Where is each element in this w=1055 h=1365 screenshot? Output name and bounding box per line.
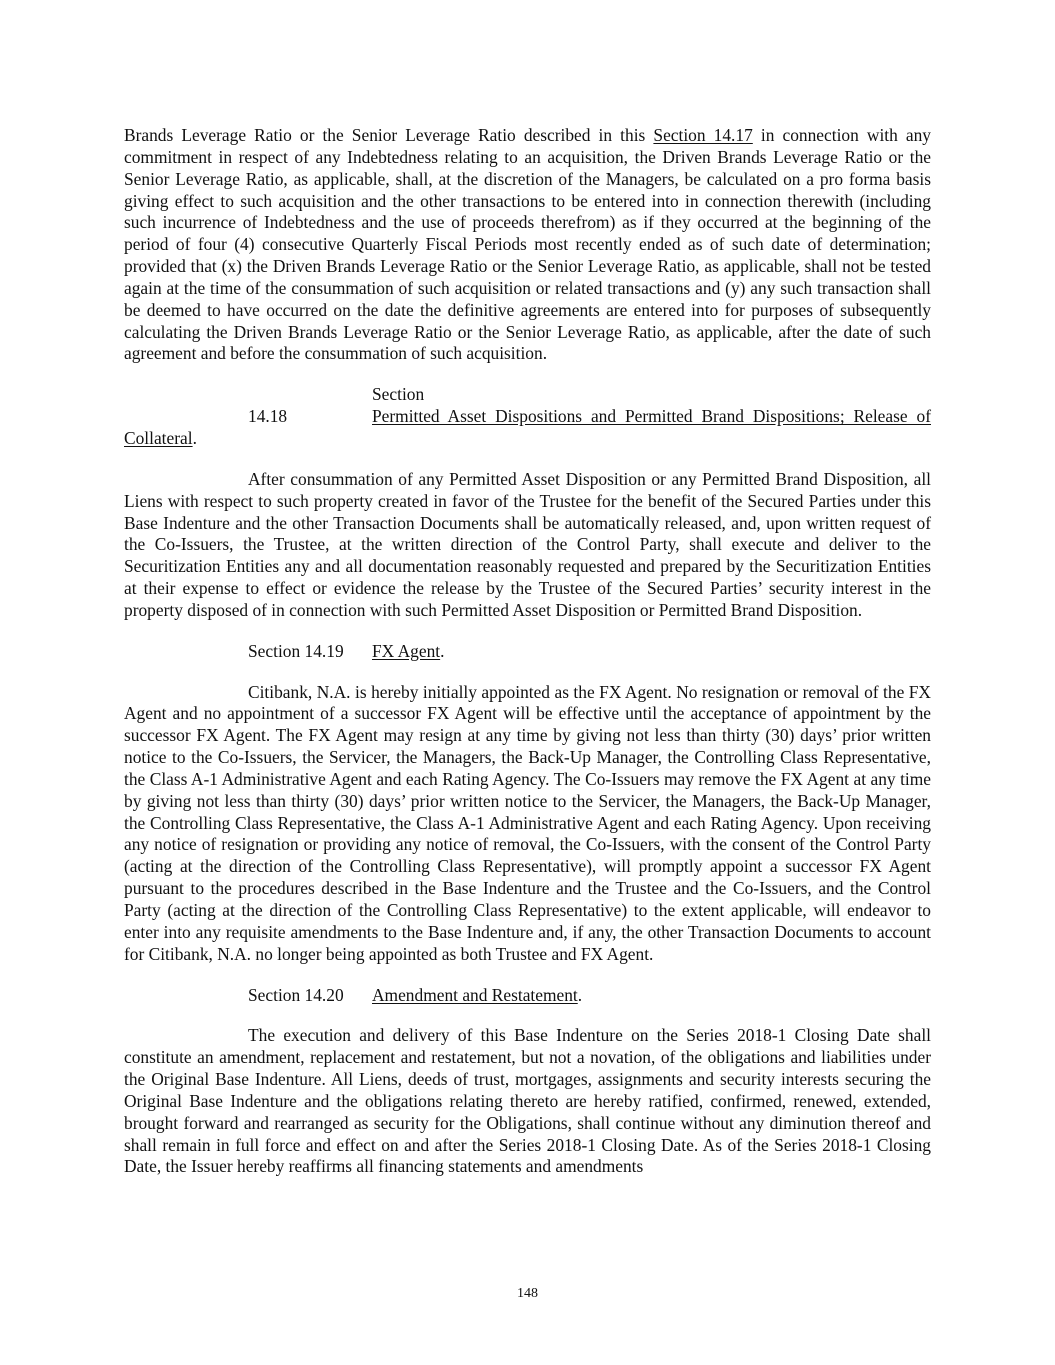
section-heading-14-20 xyxy=(124,985,931,1007)
section-body-14-19: Citibank, N.A. is hereby initially appointed as the FX Agent. No resignation or removal of the FX Agent and no appointment of a successor FX Agent will be effective until the acceptance of appointment by the successor FX Agent. The FX Agent may resign at any time by giving not less than thirty (30) days’ prior written notice to the Co-Issuers, the Servicer, the Managers, the Back-Up Manager, the Controlling Class Representative, the Class A-1 Administrative Agent and each Rating Agency. The Co-Issuers may remove the FX Agent at any time by giving not less than thirty (30) days’ prior written notice to the Servicer, the Managers, the Back-Up Manager, the Controlling Class Representative, the Class A-1 Administrative Agent and each Rating Agency. Upon receiving any notice of resignation or providing any notice of removal, the Co-Issuers, with the consent of the Control Party (acting at the direction of the Controlling Class Representative), will promptly appoint a successor FX Agent pursuant to the procedures described in the Base Indenture and the Trustee and the Co-Issuers, and the Control Party (acting at the direction of the Controlling Class Representative) to the extent applicable, will endeavor to enter into any requisite amendments to the Base Indenture and, if any, the other Transaction Documents to account for Citibank, N.A. no longer being appointed as both Trustee and FX Agent. xyxy=(124,681,931,964)
section-title: Permitted Asset Dispositions and Permitted Brand Dispositions; Release of Collateral xyxy=(124,406,931,448)
paragraph-text: in connection with any commitment in respect of any Indebtedness relating to an acquisition, the Driven Brands Leverage Ratio or the Senior Leverage Ratio, as applicable, shall, at the discretion of the Managers, be calculated on a pro forma basis giving effect to such acquisition and the other transactions to be entered into in connection therewith (including such incurrence of Indebtedness and the use of proceeds therefrom) as if they occurred at the beginning of the period of four (4) consecutive Quarterly Fiscal Periods most recently ended as of such date of determination; provided that (x) the Driven Brands Leverage Ratio or the Senior Leverage Ratio, as applicable, shall not be tested again at the time of the consummation of such acquisition or related transactions and (y) any such transaction shall be deemed to have occurred on the date the definitive agreements are entered into for purposes of subsequently calculating the Driven Brands Leverage Ratio or the Senior Leverage Ratio, as applicable, after the date of such agreement and before the consummation of such acquisition. xyxy=(124,125,932,364)
section-number: Section 14.19 xyxy=(248,640,344,661)
section-body-14-18: After consummation of any Permitted Asset Disposition or any Permitted Brand Disposition, all Liens with respect to such property created in favor of the Trustee for the benefit of the Secured Parties under this Base Indenture and the other Transaction Documents shall be automatically released, and, upon written request of the Co-Issuers, the Trustee, at the written direction of the Control Party, shall execute and deliver to the Securitization Entities any and all documentation reasonably requested and prepared by the Securitization Entities at their expense to effect or evidence the release by the Trustee of the Secured Parties’ security interest in the property disposed of in connection with such Permitted Asset Disposition or Permitted Brand Disposition. xyxy=(124,468,931,620)
section-title: Amendment and Restatement xyxy=(372,984,578,1005)
paragraph-text: Brands Leverage Ratio or the Senior Leverage Ratio described in this xyxy=(124,125,654,145)
section-title: FX Agent xyxy=(372,640,441,661)
section-number: Section 14.20 xyxy=(248,984,344,1005)
section-title-period: . xyxy=(192,427,197,448)
section-heading-14-19 xyxy=(124,641,931,663)
section-title-period: . xyxy=(440,640,445,661)
section-heading-14-18 xyxy=(124,384,931,450)
section-title-period: . xyxy=(577,984,583,1005)
section-number: Section 14.18 xyxy=(248,384,425,427)
section-reference: Section 14.17 xyxy=(653,125,753,145)
page-number: 148 xyxy=(517,1286,538,1301)
paragraph-leverage-ratio xyxy=(124,125,931,365)
section-body-14-20: The execution and delivery of this Base Indenture on the Series 2018-1 Closing Date shall constitute an amendment, replacement and restatement, but not a novation, of the obligations and liabilities under the Original Base Indenture. All Liens, deeds of trust, mortgages, assignments and security interests securing the Original Base Indenture and the obligations relating thereto are hereby ratified, confirmed, renewed, extended, brought forward and rearranged as security for the Obligations, shall continue without any diminution thereof and shall remain in full force and effect on and after the Series 2018-1 Closing Date. As of the Series 2018-1 Closing Date, the Issuer hereby reaffirms all financing statements and amendments xyxy=(124,1025,931,1177)
document-page xyxy=(124,125,931,1178)
